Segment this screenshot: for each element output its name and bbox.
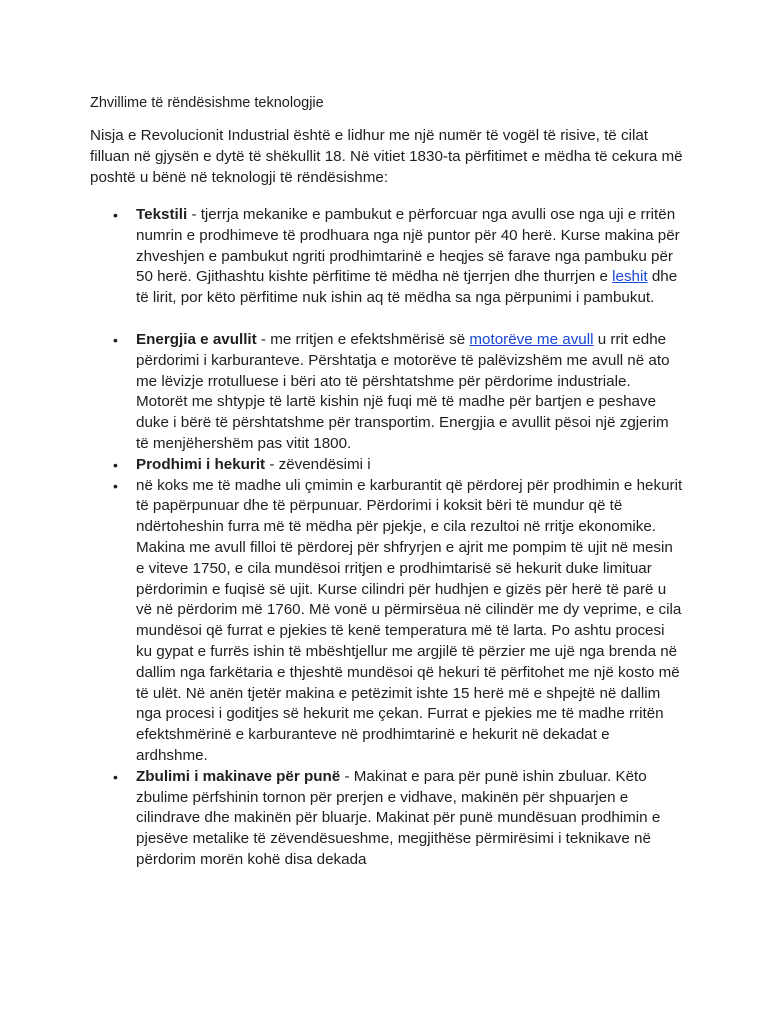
document-heading: Zhvillime të rëndësishme teknologjie bbox=[90, 95, 324, 111]
bullet-icon: • bbox=[113, 331, 118, 348]
list-item-textiles bbox=[113, 205, 684, 309]
item-term: Zbulimi i makinave për punë bbox=[136, 767, 341, 785]
bullet-icon: • bbox=[113, 456, 118, 473]
item-text: dhe të lirit, por këto përfitime nuk ishin aq të mëdha sa nga përpunimi i pambukut. bbox=[136, 268, 678, 307]
item-text: - zëvendësimi i bbox=[265, 455, 371, 473]
bullet-icon: • bbox=[113, 768, 118, 785]
link-leshit[interactable]: leshit bbox=[612, 268, 648, 286]
item-term: Tekstili bbox=[136, 206, 188, 223]
link-steam-engines[interactable]: motorëve me avull bbox=[469, 330, 594, 348]
list-item-steam-power bbox=[113, 330, 684, 455]
bullet-icon: • bbox=[113, 477, 118, 494]
list-item-coke bbox=[113, 476, 684, 767]
item-text: - me rritjen e efektshmërisë së bbox=[256, 330, 470, 348]
item-term: Prodhimi i hekurit bbox=[136, 455, 266, 473]
item-text: - Makinat e para për punë ishin zbuluar. Këto zbulime përfshinin tornon për prerjen e vidhave, makinën për shpuarjen e cilindrave dhe makinën për bluarje. Makinat për punë mundësuan prodhimin e pjesëve metalike të zëvendësueshme, megjithëse përmirësimi i teknikave në përdorim morën kohë disa dekada bbox=[136, 767, 661, 868]
item-text: në koks me të madhe uli çmimin e karburantit që përdorej për prodhimin e hekurit të papërpunuar dhe të përpunuar. Përdorimi i koksit bëri të mundur që të ndërtoheshin furra më të mëdha për pjekje, e cila rezultoi në rritje ekonomike. Makina me avull filloi të përdorej për shfryrjen e ajrit me pompim të ujit në mesin e viteve 1750, e cila mundësoi rritjen e prodhimtarisë së hekurit duke limituar përdorimin e fuqisë së ujit. Kurse cilindri për hudhjen e gizës për herë të parë u vë në përdorim më 1760. Më vonë u përmirsëua në cilindër me dy veprime, e cila mundësoi që furrat e pjekies të kenë temperatura më të larta. Po ashtu procesi ku gypat e furrës ishin të mbështjellur me argjilë të përzier me ujë nga brenda në dallim nga farkëtaria e thjeshtë mundësoi që hekuri të përfitohet me një kosto më të ulët. Në anën tjetër makina e petëzimit ishte 15 herë më e shpejtë në dallim nga procesi i goditjes së hekurit me çekan. Furrat e pjekies me të madhe rritën efektshmërinë e karburanteve në prodhimtarinë e hekurit në dekadat e ardhshme. bbox=[136, 476, 683, 764]
list-item-machine-tools bbox=[113, 767, 684, 871]
bullet-list bbox=[113, 205, 684, 871]
item-term: Energjia e avullit bbox=[136, 330, 257, 348]
item-text: u rrit edhe përdorimi i karburanteve. Përshtatja e motorëve të palëvizshëm me avull në ato me lëvizje rrotulluese i bëri ato të përshtatshme për përdorime industriale. Motorët me shtypje të lartë kishin një fuqi më të madhe për bartjen e peshave duke i bërë të përshtatshme për transportim. Energjia e avullit pësoi një zgjerim të menjëhershëm pas vitit 1800. bbox=[136, 330, 670, 452]
list-item-iron-production bbox=[113, 455, 684, 476]
bullet-icon: • bbox=[113, 207, 118, 223]
intro-paragraph: Nisja e Revolucionit Industrial është e lidhur me një numër të vogël të risive, të cilat filluan në gjysën e dytë të shëkullit 18. Në vitiet 1830-ta përfitimet e mëdha të cekura më poshtë u bënë në teknologji të rëndësishme: bbox=[90, 127, 683, 186]
item-text: - tjerrja mekanike e pambukut e përforcuar nga avulli ose nga uji e rritën numrin e prodhimeve të prodhuara nga një puntor për 40 herë. Kurse makina për zhveshjen e pambukut ngriti prodhimtarinë e heqjes së farave nga pambuku për 50 herë. Gjithashtu kishte përfitime të mëdha në tjerrjen dhe thurrjen e bbox=[136, 206, 680, 286]
